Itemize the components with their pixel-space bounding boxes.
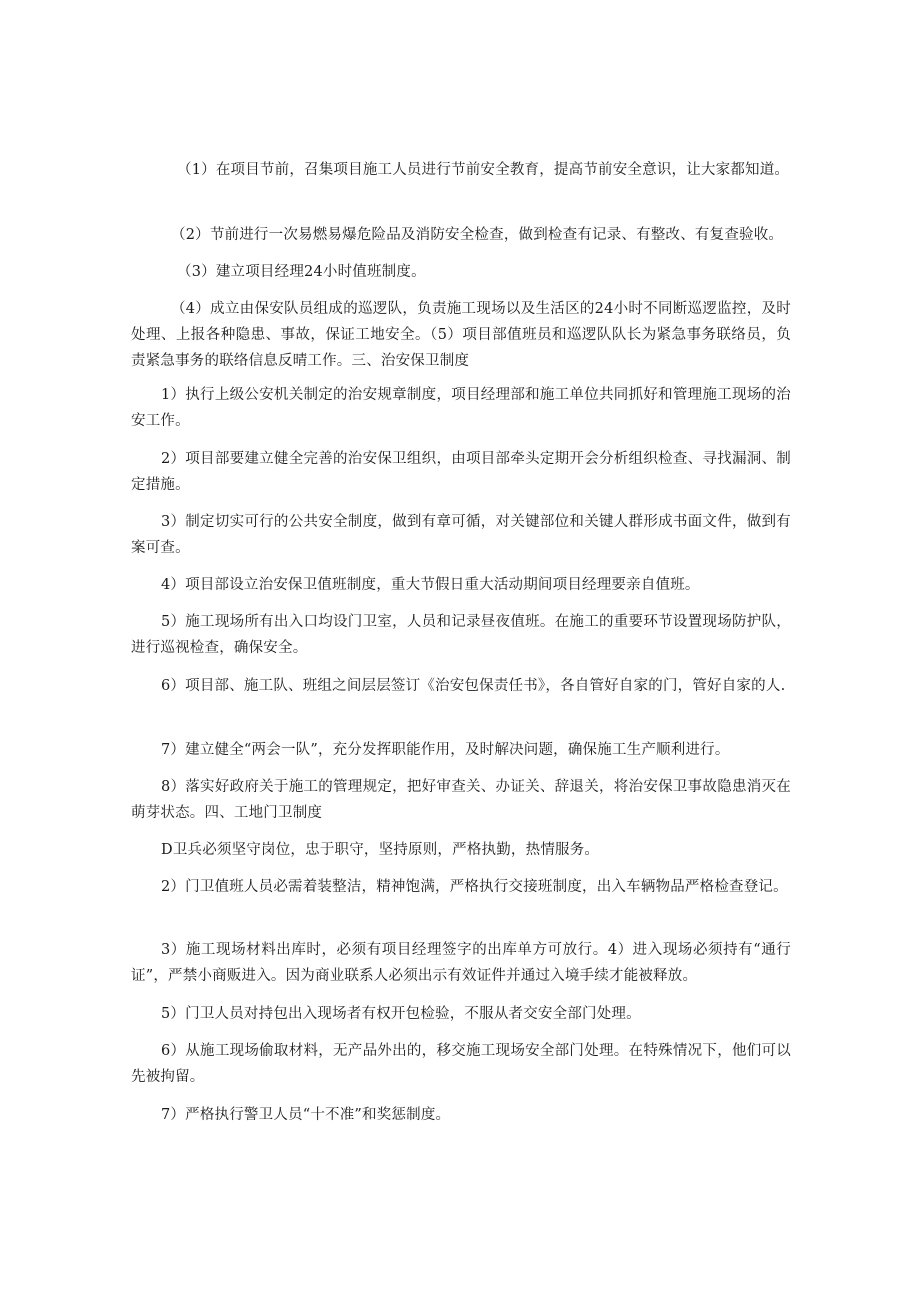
paragraph-18: 7）严格执行警卫人员“十不准”和奖惩制度。 — [161, 1107, 451, 1123]
paragraph-2: （2）节前进行一次易燃易爆危险品及消防安全检查，做到检查有记录、有整改、有复查验收。 — [171, 227, 784, 243]
paragraph-14: 2）门卫值班人员必需着装整洁，精神饱满，严格执行交接班制度，出入车辆物品严格检查登记。 — [161, 879, 788, 895]
paragraph-15: 3）施工现场材料出库时，必须有项目经理签字的出库单方可放行。4）进入现场必须持有“通行证”，严禁小商贩进入。因为商业联系人必须出示有效证件并通过入境手续才能被释放。 — [131, 942, 791, 984]
paragraph-4: （4）成立由保安队员组成的巡逻队，负责施工现场以及生活区的24小时不同断巡逻监控，及时处理、上报各种隐患、事故，保证工地安全。（5）项目部值班员和巡逻队队长为紧急事务联络员，负责紧急事务的联络信息反晴工作。三、治安保卫制度 — [131, 301, 791, 369]
paragraph-3: （3）建立项目经理24小时值班制度。 — [177, 264, 426, 280]
paragraph-6: 2）项目部要建立健全完善的治安保卫组织，由项目部牵头定期开会分析组织检查、寻找漏洞、制定措施。 — [131, 451, 791, 493]
paragraph-1: （1）在项目节前，召集项目施工人员进行节前安全教育，提高节前安全意识，让大家都知道。 — [177, 162, 790, 178]
paragraph-17: 6）从施工现场偷取材料，无产品外出的，移交施工现场安全部门处理。在特殊情况下，他们可以先被拘留。 — [131, 1043, 791, 1085]
paragraph-8: 4）项目部设立治安保卫值班制度，重大节假日重大活动期间项目经理要亲自值班。 — [161, 577, 700, 593]
paragraph-7: 3）制定切实可行的公共安全制度，做到有章可循，对关键部位和关键人群形成书面文件，做到有案可查。 — [131, 514, 791, 556]
paragraph-10: 6）项目部、施工队、班组之间层层签订《治安包保责任书》，各自管好自家的门，管好自家的人. — [161, 678, 786, 694]
paragraph-13: D卫兵必须坚守岗位，忠于职守，坚持原则，严格执勤，热情服务。 — [161, 842, 600, 858]
paragraph-12: 8）落实好政府关于施工的管理规定，把好审查关、办证关、辞退关，将治安保卫事故隐患消灭在萌芽状态。四、工地门卫制度 — [131, 779, 791, 821]
paragraph-9: 5）施工现场所有出入口均设门卫室，人员和记录昼夜值班。在施工的重要环节设置现场防护队，进行巡视检查，确保安全。 — [131, 614, 791, 656]
paragraph-11: 7）建立健全“两会一队”，充分发挥职能作用，及时解决问题，确保施工生产顺利进行。 — [161, 742, 730, 758]
paragraph-16: 5）门卫人员对持包出入现场者有权开包检验，不服从者交安全部门处理。 — [161, 1006, 641, 1022]
paragraph-5: 1）执行上级公安机关制定的治安规章制度，项目经理部和施工单位共同抓好和管理施工现场的治安工作。 — [131, 387, 791, 429]
